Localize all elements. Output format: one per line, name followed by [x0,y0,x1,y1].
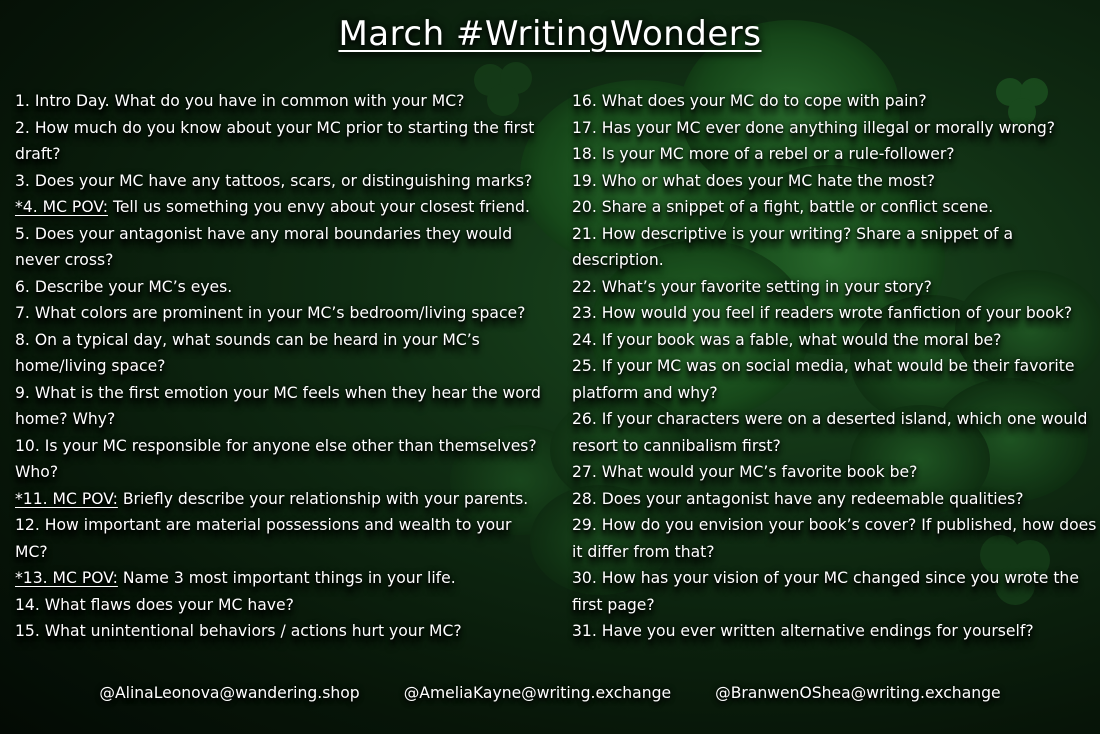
handle-amelia: @AmeliaKayne@writing.exchange [403,684,672,702]
prompt-line: *4. MC POV: Tell us something you envy about your closest friend. [15,198,530,216]
prompt-line: home/living space? [15,357,166,375]
prompt-line: 30. How has your vision of your MC changed since you wrote the [572,569,1079,587]
prompt-line: 2. How much do you know about your MC prior to starting the first [15,118,535,137]
prompt-line: Who? [15,463,59,481]
prompt-line: 5. Does your antagonist have any moral boundaries they would [15,224,513,243]
prompt-line: home? Why? [15,410,116,428]
prompt-line: 12. How important are material possessions and wealth to your [15,516,512,534]
prompt-line: 28. Does your antagonist have any redeemable qualities? [572,489,1024,508]
prompt-line: 7. What colors are prominent in your MC’s bedroom/living space? [15,304,526,322]
prompt-line: 23. How would you feel if readers wrote fanfiction of your book? [572,304,1073,322]
prompt-line: resort to cannibalism first? [572,436,781,455]
prompt-line: 27. What would your MC’s favorite book be? [572,463,918,481]
prompt-line: description. [572,251,664,269]
prompt-line: 17. Has your MC ever done anything illegal or morally wrong? [572,118,1056,137]
prompt-line: draft? [15,145,61,163]
handle-branwen: @BranwenOShea@writing.exchange [715,684,1001,702]
prompt-line: 18. Is your MC more of a rebel or a rule-follower? [572,145,955,163]
mc-pov-label: *11. MC POV: [15,489,118,508]
prompt-line: platform and why? [572,383,718,402]
prompt-line: 22. What’s your favorite setting in your story? [572,277,932,296]
prompt-line: 20. Share a snippet of a fight, battle or conflict scene. [572,198,994,216]
handle-alina: @AlinaLeonova@wandering.shop [99,684,360,702]
prompt-line: never cross? [15,251,114,269]
prompt-line: first page? [572,595,655,614]
prompt-line: MC? [15,542,48,561]
mc-pov-label: *13. MC POV: [15,569,118,587]
prompt-line: 31. Have you ever written alternative endings for yourself? [572,622,1034,640]
left-prompt-column [15,88,555,645]
prompt-line: 25. If your MC was on social media, what would be their favorite [572,357,1075,375]
prompt-line: 15. What unintentional behaviors / actions hurt your MC? [15,622,462,640]
prompt-line: 26. If your characters were on a deserted island, which one would [572,410,1088,428]
mc-pov-label: *4. MC POV: [15,198,108,216]
prompt-line: 1. Intro Day. What do you have in common with your MC? [15,92,465,110]
prompt-line: 3. Does your MC have any tattoos, scars, or distinguishing marks? [15,171,533,190]
right-prompt-column [572,88,1097,645]
prompt-line: 19. Who or what does your MC hate the most? [572,171,936,190]
prompt-line: 9. What is the first emotion your MC feels when they hear the word [15,383,541,402]
prompt-line: 14. What flaws does your MC have? [15,595,294,614]
page-title: March #WritingWonders [338,14,762,54]
prompt-line: 6. Describe your MC’s eyes. [15,277,233,296]
prompt-line: 8. On a typical day, what sounds can be heard in your MC’s [15,330,480,349]
prompt-line: *13. MC POV: Name 3 most important things in your life. [15,569,456,587]
social-handles [0,684,1100,702]
prompt-line: 24. If your book was a fable, what would the moral be? [572,330,1002,349]
prompt-line: 21. How descriptive is your writing? Share a snippet of a [572,224,1013,243]
prompt-line: 10. Is your MC responsible for anyone else other than themselves? [15,436,537,455]
prompt-line: *11. MC POV: Briefly describe your relationship with your parents. [15,489,529,508]
prompt-line: 16. What does your MC do to cope with pain? [572,92,927,110]
prompt-line: it differ from that? [572,542,715,561]
prompt-line: 29. How do you envision your book’s cover? If published, how does [572,516,1097,534]
